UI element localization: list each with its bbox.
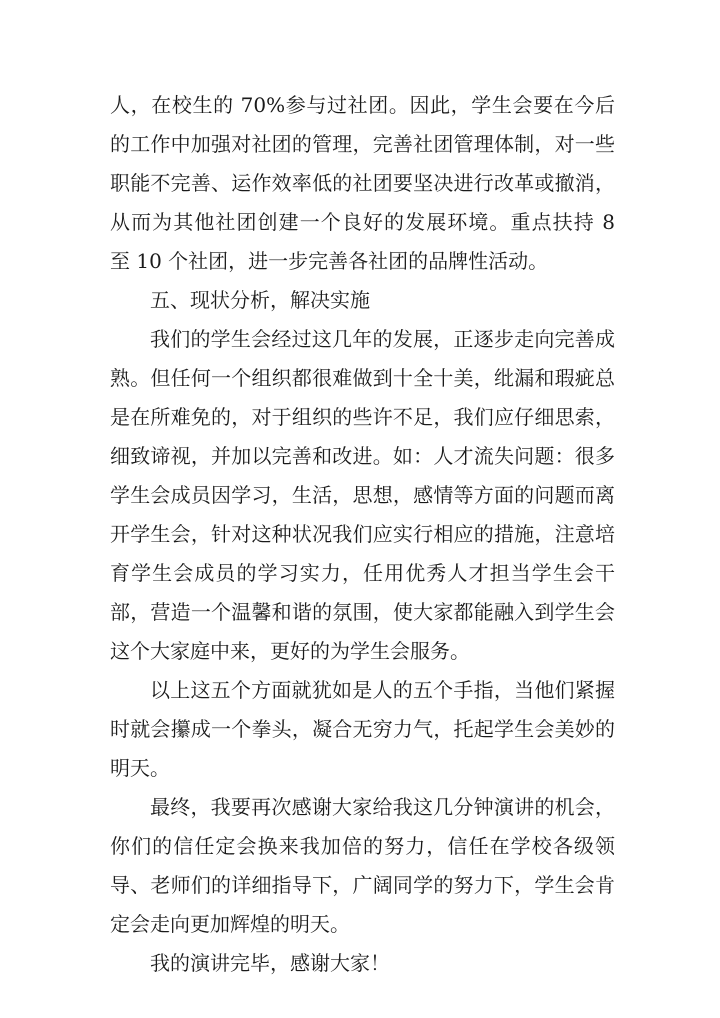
- paragraph-analysis: 我们的学生会经过这几年的发展，正逐步走向完善成熟。但任何一个组织都很难做到十全十美，纰漏和瑕疵总是在所难免的，对于组织的些许不足，我们应仔细思索，细致谛视，并加以完善和改进。如：人才流失问题：很多学生会成员因学习，生活，思想，感情等方面的问题而离开学生会，针对这种状况我们应实行相应的措施，注意培育学生会成员的学习实力，任用优秀人才担当学生会干部，营造一个温馨和谐的氛围，使大家都能融入到学生会这个大家庭中来，更好的为学生会服务。: [110, 327, 615, 663]
- paragraph-metaphor: 以上这五个方面就犹如是人的五个手指，当他们紧握时就会攥成一个拳头，凝合无穷力气，托起学生会美妙的明天。: [110, 678, 615, 780]
- section-heading: 五、现状分析，解决实施: [150, 288, 370, 312]
- paragraph-thanks: 最终，我要再次感谢大家给我这几分钟演讲的机会，你们的信任定会换来我加倍的努力，信任在学校各级领导、老师们的详细指导下，广阔同学的努力下，学生会肯定会走向更加辉煌的明天。: [110, 795, 615, 936]
- paragraph-continuation: 人，在校生的 70%参与过社团。因此，学生会要在今后的工作中加强对社团的管理，完善社团管理体制，对一些职能不完善、运作效率低的社团要坚决进行改革或撤消，从而为其他社团创建一个良好的发展环境。重点扶持 8 至 10 个社团，进一步完善各社团的品牌性活动。: [110, 93, 615, 273]
- paragraph-closing: 我的演讲完毕，感谢大家！: [150, 951, 390, 975]
- document-body: [110, 86, 615, 983]
